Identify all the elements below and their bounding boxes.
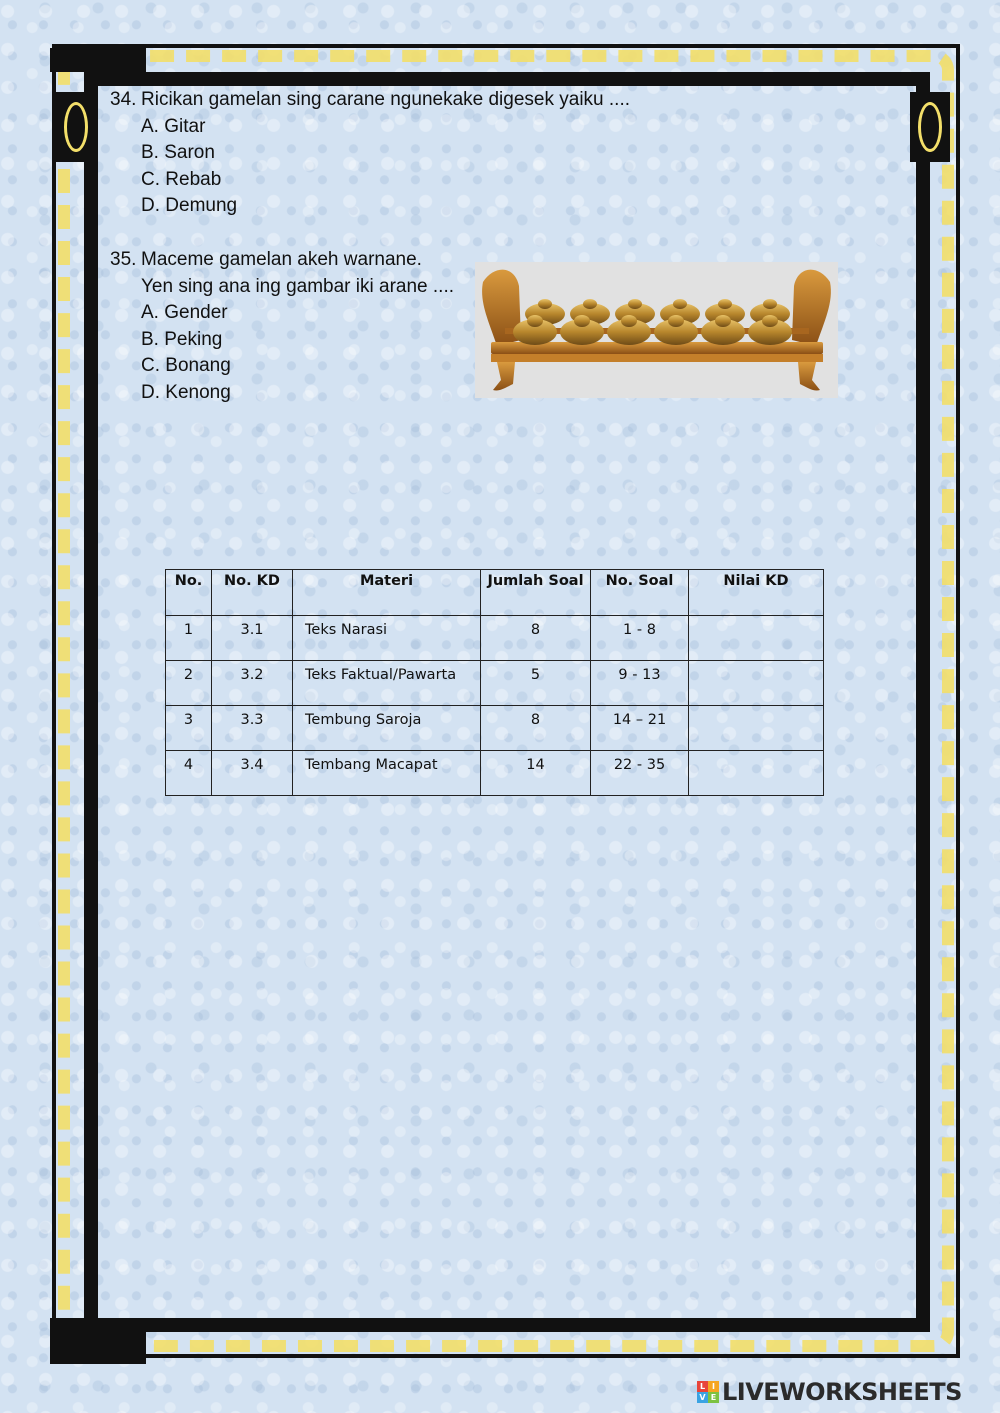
answer-option-a[interactable]: A. Gender	[141, 302, 228, 324]
corner-ornament-top-left	[50, 48, 146, 72]
header-materi: Materi	[293, 570, 481, 616]
cell-nilai-kd[interactable]	[689, 706, 824, 751]
bonang-image	[475, 262, 838, 398]
cell-no: 4	[166, 751, 212, 796]
question-number: 35.	[110, 249, 137, 270]
table-row	[166, 706, 824, 751]
question-34	[110, 87, 630, 220]
table-header-row	[166, 570, 824, 616]
cell-nilai-kd[interactable]	[689, 661, 824, 706]
side-ornament-left	[56, 92, 96, 162]
table-row	[166, 751, 824, 796]
cell-nilai-kd[interactable]	[689, 751, 824, 796]
cell-no-kd: 3.4	[212, 751, 293, 796]
header-no-kd: No. KD	[212, 570, 293, 616]
answer-option-a[interactable]: A. Gitar	[141, 115, 206, 137]
question-line: Ricikan gamelan sing carane ngunekake digesek yaiku ....	[141, 89, 631, 110]
question-text	[110, 87, 630, 114]
table-row	[166, 661, 824, 706]
cell-no: 3	[166, 706, 212, 751]
header-no: No.	[166, 570, 212, 616]
cell-jumlah-soal: 14	[481, 751, 591, 796]
cell-jumlah-soal: 8	[481, 706, 591, 751]
logo-letter: E	[708, 1392, 719, 1403]
cell-no-soal: 22 - 35	[591, 751, 689, 796]
header-nilai-kd: Nilai KD	[689, 570, 824, 616]
liveworksheets-logo-icon	[697, 1381, 719, 1403]
question-line: Yen sing ana ing gambar iki arane ....	[141, 275, 454, 297]
cell-materi: Teks Narasi	[293, 616, 481, 661]
logo-letter: V	[697, 1392, 708, 1403]
cell-no-soal: 1 - 8	[591, 616, 689, 661]
answer-option-b[interactable]: B. Peking	[141, 328, 223, 350]
side-ornament-right	[910, 92, 950, 162]
question-line: Maceme gamelan akeh warnane.	[141, 249, 422, 270]
answer-option-d[interactable]: D. Kenong	[141, 381, 231, 403]
liveworksheets-watermark	[697, 1378, 962, 1406]
table-row	[166, 616, 824, 661]
cell-no-soal: 9 - 13	[591, 661, 689, 706]
watermark-text: LIVEWORKSHEETS	[722, 1378, 962, 1406]
cell-no-kd: 3.3	[212, 706, 293, 751]
cell-jumlah-soal: 8	[481, 616, 591, 661]
corner-ornament-bottom-left	[50, 1318, 146, 1364]
cell-no-soal: 14 – 21	[591, 706, 689, 751]
question-number: 34.	[110, 89, 137, 110]
cell-materi: Tembang Macapat	[293, 751, 481, 796]
cell-no-kd: 3.1	[212, 616, 293, 661]
cell-materi: Teks Faktual/Pawarta	[293, 661, 481, 706]
answer-option-c[interactable]: C. Rebab	[141, 168, 222, 190]
cell-no: 1	[166, 616, 212, 661]
question-35	[110, 247, 454, 407]
header-jumlah-soal: Jumlah Soal	[481, 570, 591, 616]
answer-option-d[interactable]: D. Demung	[141, 195, 238, 217]
question-text	[110, 247, 454, 274]
logo-letter: L	[697, 1381, 708, 1392]
answer-option-b[interactable]: B. Saron	[141, 142, 215, 164]
cell-no-kd: 3.2	[212, 661, 293, 706]
answer-option-c[interactable]: C. Bonang	[141, 355, 231, 377]
cell-materi: Tembung Saroja	[293, 706, 481, 751]
cell-jumlah-soal: 5	[481, 661, 591, 706]
cell-nilai-kd[interactable]	[689, 616, 824, 661]
kd-summary-table	[165, 569, 824, 796]
cell-no: 2	[166, 661, 212, 706]
logo-letter: I	[708, 1381, 719, 1392]
header-no-soal: No. Soal	[591, 570, 689, 616]
